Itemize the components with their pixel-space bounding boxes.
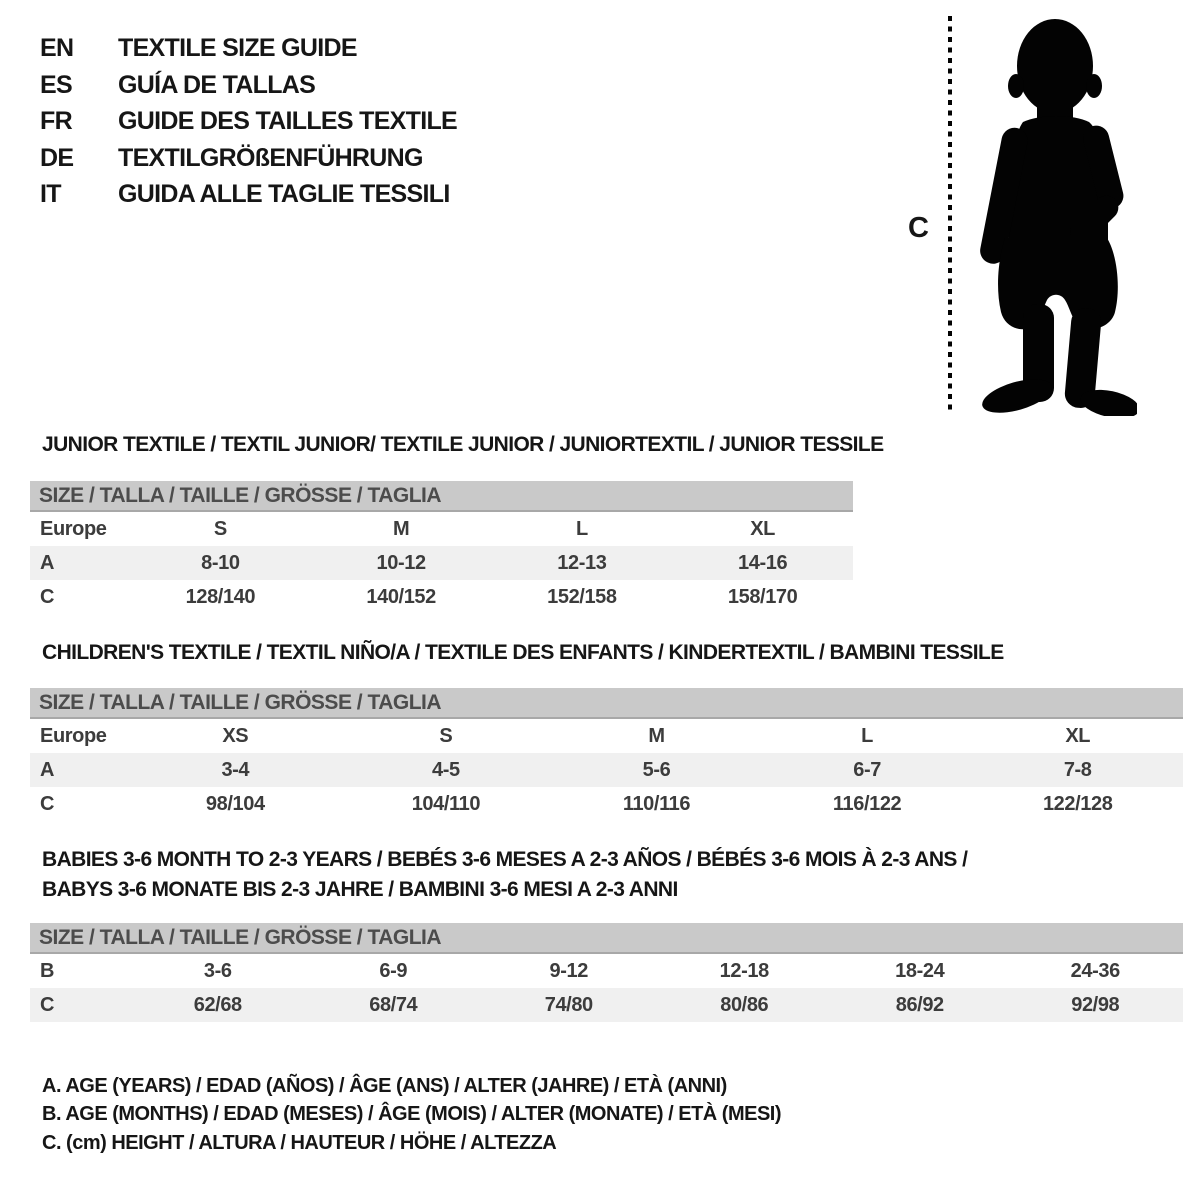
section-title	[42, 638, 1183, 668]
size-cell: 3-4	[221, 758, 250, 781]
language-code: IT	[40, 180, 61, 209]
footnote-line: C. (cm) HEIGHT / ALTURA / HAUTEUR / HÖHE / ALTEZZA	[42, 1131, 557, 1154]
language-title: TEXTILGRÖßENFÜHRUNG	[118, 143, 423, 172]
size-cell: 6-7	[853, 758, 881, 781]
size-cell: 24-36	[1070, 959, 1120, 982]
size-cell: M	[392, 517, 410, 540]
language-row	[40, 67, 457, 104]
toddler-silhouette-icon	[965, 16, 1137, 416]
size-table	[30, 688, 1183, 821]
language-row	[40, 103, 457, 140]
size-table	[30, 481, 853, 614]
size-cell: XL	[1065, 724, 1091, 747]
language-row	[40, 30, 457, 67]
language-row	[40, 140, 457, 177]
size-cell: 128/140	[185, 585, 256, 608]
size-cell: 10-12	[376, 551, 426, 574]
size-cell: 92/98	[1071, 993, 1120, 1016]
size-cell: 62/68	[193, 993, 242, 1016]
size-cell: 74/80	[544, 993, 593, 1016]
table-header-band: SIZE / TALLA / TAILLE / GRÖSSE / TAGLIA	[30, 688, 1183, 719]
table-header-band: SIZE / TALLA / TAILLE / GRÖSSE / TAGLIA	[30, 481, 853, 512]
size-section-junior	[39, 430, 884, 614]
size-cell: S	[439, 724, 453, 747]
size-cell: 14-16	[738, 551, 788, 574]
size-cell: 104/110	[411, 792, 481, 815]
language-code: ES	[40, 70, 72, 99]
size-cell: 152/158	[547, 585, 617, 608]
size-cell: 98/104	[205, 792, 265, 815]
table-row	[30, 787, 1183, 821]
size-cell: L	[861, 724, 873, 747]
row-label: Europe	[40, 724, 107, 747]
row-label: Europe	[40, 517, 107, 540]
footnotes	[42, 1072, 781, 1157]
table-row	[30, 988, 1183, 1022]
size-cell: 12-18	[719, 959, 769, 982]
size-section-children	[39, 638, 1183, 821]
row-label: C	[40, 993, 55, 1016]
size-cell: 110/116	[622, 792, 691, 815]
size-table	[30, 923, 1183, 1022]
table-row	[30, 753, 1183, 787]
size-cell: XL	[750, 517, 775, 540]
size-cell: 18-24	[895, 959, 945, 982]
size-cell: 86/92	[895, 993, 944, 1016]
size-cell: 68/74	[369, 993, 418, 1016]
size-cell: 6-9	[379, 959, 408, 982]
row-label: C	[40, 585, 55, 608]
language-title: GUIDE DES TAILLES TEXTILE	[118, 107, 458, 136]
section-title-line: BABYS 3-6 MONATE BIS 2-3 JAHRE / BAMBINI 3-6 MESI A 2-3 ANNI	[42, 878, 678, 901]
language-code: FR	[40, 107, 72, 136]
size-cell: 7-8	[1063, 758, 1092, 781]
language-title: GUIDA ALLE TAGLIE TESSILI	[118, 180, 450, 209]
size-cell: 80/86	[720, 993, 769, 1016]
footnote-line: B. AGE (MONTHS) / EDAD (MESES) / ÂGE (MOIS) / ALTER (MONATE) / ETÀ (MESI)	[42, 1103, 782, 1126]
table-row	[30, 954, 1183, 988]
size-cell: 140/152	[366, 585, 436, 608]
language-title-list	[40, 30, 457, 213]
table-row	[30, 512, 853, 546]
language-code: DE	[40, 143, 74, 172]
language-title: GUÍA DE TALLAS	[118, 70, 316, 99]
size-cell: 5-6	[642, 758, 671, 781]
size-cell: S	[213, 517, 227, 540]
size-cell: 12-13	[557, 551, 607, 574]
size-cell: L	[575, 517, 588, 540]
language-code: EN	[40, 34, 74, 62]
size-cell: 158/170	[727, 585, 798, 608]
section-title	[42, 845, 1183, 905]
section-title-line: BABIES 3-6 MONTH TO 2-3 YEARS / BEBÉS 3-6 MESES A 2-3 AÑOS / BÉBÉS 3-6 MOIS À 2-3 ANS /	[42, 848, 968, 871]
row-label: B	[40, 959, 55, 982]
row-label: A	[40, 758, 55, 781]
size-cell: 4-5	[432, 758, 460, 781]
size-cell: 8-10	[201, 551, 240, 574]
footnote-line: A. AGE (YEARS) / EDAD (AÑOS) / ÂGE (ANS) / ALTER (JAHRE) / ETÀ (ANNI)	[42, 1075, 727, 1097]
size-cell: 3-6	[203, 959, 232, 982]
section-title-line: CHILDREN'S TEXTILE / TEXTIL NIÑO/A / TEXTILE DES ENFANTS / KINDERTEXTIL / BAMBINI TESSILE	[42, 641, 1004, 664]
height-measure-line	[948, 16, 952, 415]
height-measure-label: C	[908, 212, 929, 244]
section-title-line: JUNIOR TEXTILE / TEXTIL JUNIOR/ TEXTILE JUNIOR / JUNIORTEXTIL / JUNIOR TESSILE	[42, 433, 884, 456]
table-row	[30, 580, 853, 614]
section-title	[42, 430, 884, 460]
table-row	[30, 719, 1183, 753]
row-label: A	[40, 551, 55, 574]
row-label: C	[40, 792, 55, 815]
language-title: TEXTILE SIZE GUIDE	[118, 34, 357, 62]
table-row	[30, 546, 853, 580]
size-cell: XS	[222, 724, 249, 747]
size-cell: 122/128	[1042, 792, 1113, 815]
size-cell: M	[648, 724, 665, 747]
language-row	[40, 176, 457, 213]
size-cell: 116/122	[832, 792, 902, 815]
size-section-babies	[39, 845, 1183, 1022]
table-header-band: SIZE / TALLA / TAILLE / GRÖSSE / TAGLIA	[30, 923, 1183, 954]
size-cell: 9-12	[549, 959, 588, 982]
